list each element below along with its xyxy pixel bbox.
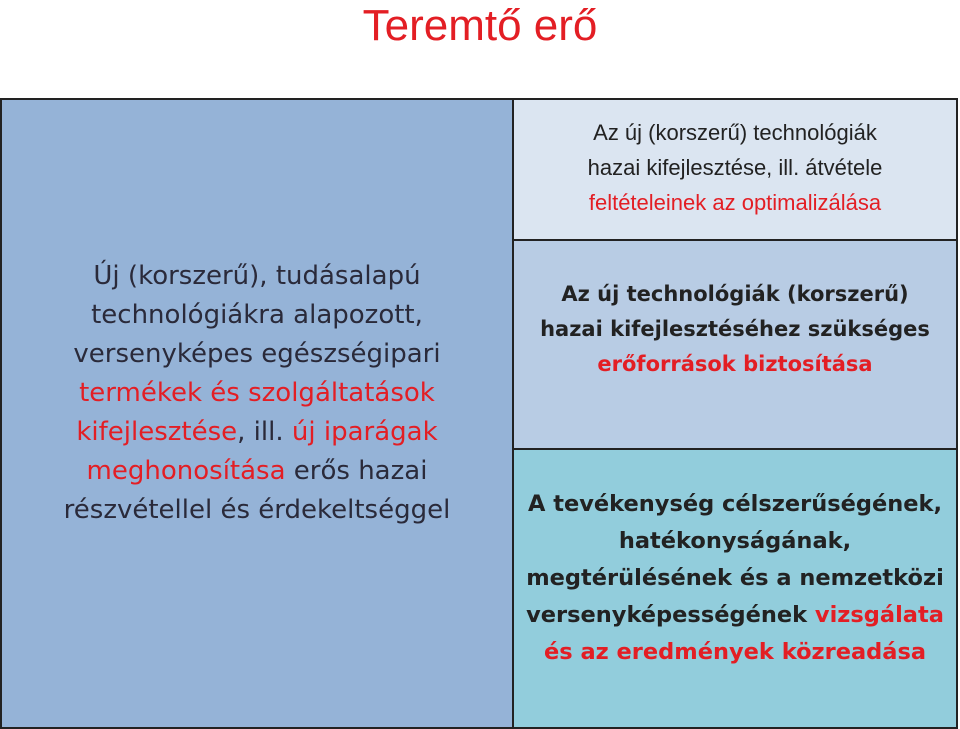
left-main-text [64,257,451,530]
left-line-5 [64,413,451,452]
box1-text [588,115,883,224]
slide-title: Teremtő erő [362,1,598,50]
right-box-resources [512,239,958,450]
right-box-optimization [512,98,958,241]
box3-line-2: hatékonyságának, [618,528,852,554]
box2-line-2: hazai kifejlesztéséhez szükséges [540,317,930,341]
left-line-6 [64,452,451,491]
left-line-2: technológiákra alapozott, [91,300,423,330]
box3-line-4-highlight: vizsgálata [814,602,944,628]
box1-line-3: feltételeinek az optimalizálása [588,190,882,215]
left-line-5-highlight-2: új iparágak [291,417,438,447]
left-line-6-rest: erős hazai [285,456,428,486]
left-line-4: termékek és szolgáltatások [79,378,435,408]
right-box-evaluation [512,448,958,729]
box3-text [526,486,944,671]
left-line-3: versenyképes egészségipari [73,339,441,369]
left-main-box [0,98,514,729]
left-line-5-highlight: kifejlesztése [76,417,238,447]
box3-line-5: és az eredmények közreadása [543,639,927,665]
box2-line-1: Az új technológiák (korszerű) [561,282,909,306]
left-line-6-highlight: meghonosítása [86,456,286,486]
left-line-7: részvétellel és érdekeltséggel [63,495,451,525]
box1-line-1: Az új (korszerű) technológiák [593,120,877,145]
box3-line-1: A tevékenység célszerűségének, [527,491,943,517]
box1-line-2: hazai kifejlesztése, ill. átvétele [587,155,883,180]
box2-text [540,277,930,382]
box3-line-4 [526,597,944,634]
box3-line-4-start: versenyképességének [526,602,815,628]
box2-line-3: erőforrások biztosítása [597,352,873,376]
left-line-1: Új (korszerű), tudásalapú [93,261,421,291]
box3-line-3: megtérülésének és a nemzetközi [526,565,944,591]
left-line-5-connector: , ill. [237,417,292,447]
